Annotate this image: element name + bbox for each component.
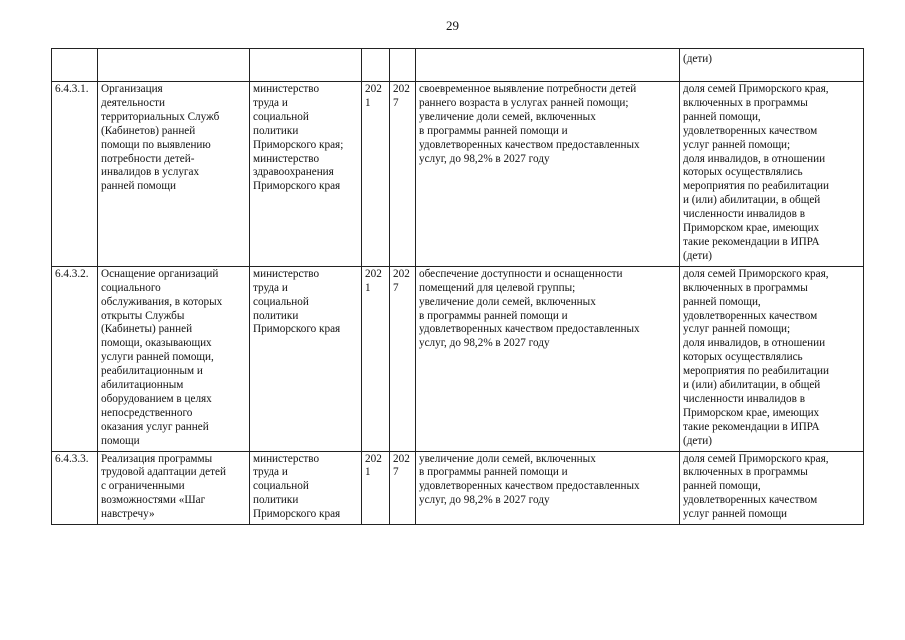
indicator-line: ранней помощи, bbox=[683, 480, 761, 493]
year-start: 2021 bbox=[362, 266, 390, 451]
event-line: инвалидов в услугах bbox=[101, 166, 200, 179]
event-line: помощи bbox=[101, 434, 140, 447]
table-row bbox=[52, 82, 864, 267]
result-line: обеспечение доступности и оснащенности bbox=[419, 267, 623, 280]
result-line: удовлетворенных качеством предоставленных bbox=[419, 323, 640, 336]
indicator-line: и (или) абилитации, в общей bbox=[683, 379, 821, 392]
indicator-line: такие рекомендации в ИПРА bbox=[683, 235, 820, 248]
indicator-line: мероприятия по реабилитации bbox=[683, 365, 830, 378]
year-end: 2027 bbox=[390, 82, 416, 267]
executor-line: министерство bbox=[253, 152, 320, 165]
indicator-line: которых осуществлялись bbox=[683, 351, 803, 364]
row-number: 6.4.3.1. bbox=[52, 82, 98, 267]
event-line: помощи, оказывающих bbox=[101, 337, 212, 350]
event-line: ранней помощи bbox=[101, 180, 176, 193]
event-line: Реализация программы bbox=[101, 452, 213, 465]
event-line: социального bbox=[101, 281, 161, 294]
indicator-line: доля семей Приморского края, bbox=[683, 267, 829, 280]
result-line: помещений для целевой группы; bbox=[419, 281, 576, 294]
executor bbox=[250, 451, 362, 525]
result-line: увеличение доли семей, включенных bbox=[419, 110, 596, 123]
indicator-line: (дети) bbox=[683, 434, 712, 447]
indicator-line: такие рекомендации в ИПРА bbox=[683, 420, 820, 433]
event-line: реабилитационным и bbox=[101, 365, 203, 378]
result-line: увеличение доли семей, включенных bbox=[419, 452, 596, 465]
table-row bbox=[52, 451, 864, 525]
executor bbox=[250, 266, 362, 451]
event-line: Организация bbox=[101, 83, 163, 95]
year-start: 2021 bbox=[362, 82, 390, 267]
cell-num-empty bbox=[52, 49, 98, 82]
indicator-line: которых осуществлялись bbox=[683, 166, 803, 179]
event-line: Оснащение организаций bbox=[101, 267, 219, 280]
indicator-line: удовлетворенных качеством bbox=[683, 124, 818, 137]
row-number: 6.4.3.2. bbox=[52, 266, 98, 451]
indicator-line: (дети) bbox=[683, 249, 712, 262]
indicator-line: включенных в программы bbox=[683, 96, 808, 109]
result-line: услуг, до 98,2% в 2027 году bbox=[419, 494, 550, 507]
indicator-line: услуг ранней помощи; bbox=[683, 138, 791, 151]
indicator-line: услуг ранней помощи; bbox=[683, 323, 791, 336]
indicator-line: (дети) bbox=[683, 53, 712, 65]
executor-line: политики bbox=[253, 124, 299, 137]
executor-line: труда и bbox=[253, 96, 288, 109]
indicator-line: и (или) абилитации, в общей bbox=[683, 194, 821, 207]
result-line: услуг, до 98,2% в 2027 году bbox=[419, 152, 550, 165]
executor-line: политики bbox=[253, 309, 299, 322]
event-name bbox=[98, 451, 250, 525]
indicator-line: численности инвалидов в bbox=[683, 392, 806, 405]
expected-result bbox=[416, 451, 680, 525]
executor bbox=[250, 82, 362, 267]
indicator-line: удовлетворенных качеством bbox=[683, 309, 818, 322]
indicator-line: включенных в программы bbox=[683, 466, 808, 479]
indicator-line: ранней помощи, bbox=[683, 295, 761, 308]
indicator-line: численности инвалидов в bbox=[683, 208, 806, 221]
executor-line: министерство bbox=[253, 83, 320, 95]
executor-line: министерство bbox=[253, 452, 320, 465]
event-line: непосредственного bbox=[101, 406, 193, 419]
cell-year-start-empty bbox=[362, 49, 390, 82]
year-start: 2021 bbox=[362, 451, 390, 525]
result-line: в программы ранней помощи и bbox=[419, 309, 568, 322]
indicator bbox=[680, 451, 864, 525]
result-line: удовлетворенных качеством предоставленных bbox=[419, 480, 640, 493]
event-line: оборудованием в целях bbox=[101, 392, 212, 405]
result-line: раннего возраста в услугах ранней помощи; bbox=[419, 96, 629, 109]
table-row bbox=[52, 266, 864, 451]
expected-result bbox=[416, 82, 680, 267]
table-row-continued bbox=[52, 49, 864, 82]
executor-line: министерство bbox=[253, 267, 320, 280]
year-end: 2027 bbox=[390, 451, 416, 525]
result-line: увеличение доли семей, включенных bbox=[419, 295, 596, 308]
event-line: услуги ранней помощи, bbox=[101, 351, 214, 364]
executor-line: политики bbox=[253, 494, 299, 507]
event-line: возможностями «Шаг bbox=[101, 494, 206, 507]
indicator-line: включенных в программы bbox=[683, 281, 808, 294]
result-line: услуг, до 98,2% в 2027 году bbox=[419, 337, 550, 350]
result-line: в программы ранней помощи и bbox=[419, 466, 568, 479]
event-line: открыты Службы bbox=[101, 309, 185, 322]
indicator-line: доля инвалидов, в отношении bbox=[683, 152, 826, 165]
event-line: территориальных Служб bbox=[101, 110, 220, 123]
event-line: потребности детей- bbox=[101, 152, 195, 165]
page-number: 29 bbox=[446, 18, 459, 33]
expected-result bbox=[416, 266, 680, 451]
cell-year-end-empty bbox=[390, 49, 416, 82]
event-line: помощи по выявлению bbox=[101, 138, 211, 151]
executor-line: Приморского края; bbox=[253, 138, 344, 151]
indicator bbox=[680, 82, 864, 267]
cell-result-empty bbox=[416, 49, 680, 82]
indicator-line: услуг ранней помощи bbox=[683, 508, 788, 521]
cell-executor-empty bbox=[250, 49, 362, 82]
executor-line: Приморского края bbox=[253, 508, 341, 521]
indicator-line: Приморском крае, имеющих bbox=[683, 222, 820, 235]
executor-line: труда и bbox=[253, 466, 288, 479]
event-line: оказания услуг ранней bbox=[101, 420, 209, 433]
event-name bbox=[98, 266, 250, 451]
executor-line: здравоохранения bbox=[253, 166, 334, 179]
executor-line: труда и bbox=[253, 281, 288, 294]
result-line: своевременное выявление потребности детей bbox=[419, 83, 637, 95]
event-line: обслуживания, в которых bbox=[101, 295, 223, 308]
result-line: удовлетворенных качеством предоставленных bbox=[419, 138, 640, 151]
executor-line: социальной bbox=[253, 295, 309, 308]
event-line: абилитационным bbox=[101, 379, 184, 392]
event-line: навстречу» bbox=[101, 508, 155, 521]
indicator-line: удовлетворенных качеством bbox=[683, 494, 818, 507]
event-line: (Кабинетов) ранней bbox=[101, 124, 196, 137]
cell-indicator-continued bbox=[680, 49, 864, 82]
measures-table bbox=[51, 48, 864, 525]
indicator-line: ранней помощи, bbox=[683, 110, 761, 123]
year-end: 2027 bbox=[390, 266, 416, 451]
result-line: в программы ранней помощи и bbox=[419, 124, 568, 137]
event-line: трудовой адаптации детей bbox=[101, 466, 226, 479]
executor-line: социальной bbox=[253, 480, 309, 493]
cell-event-empty bbox=[98, 49, 250, 82]
event-line: (Кабинеты) ранней bbox=[101, 323, 193, 336]
event-line: деятельности bbox=[101, 96, 166, 109]
executor-line: Приморского края bbox=[253, 180, 341, 193]
indicator-line: доля инвалидов, в отношении bbox=[683, 337, 826, 350]
event-name bbox=[98, 82, 250, 267]
event-line: с ограниченными bbox=[101, 480, 185, 493]
row-number: 6.4.3.3. bbox=[52, 451, 98, 525]
indicator-line: Приморском крае, имеющих bbox=[683, 406, 820, 419]
indicator-line: мероприятия по реабилитации bbox=[683, 180, 830, 193]
executor-line: Приморского края bbox=[253, 323, 341, 336]
executor-line: социальной bbox=[253, 110, 309, 123]
indicator-line: доля семей Приморского края, bbox=[683, 452, 829, 465]
indicator bbox=[680, 266, 864, 451]
indicator-line: доля семей Приморского края, bbox=[683, 83, 829, 95]
